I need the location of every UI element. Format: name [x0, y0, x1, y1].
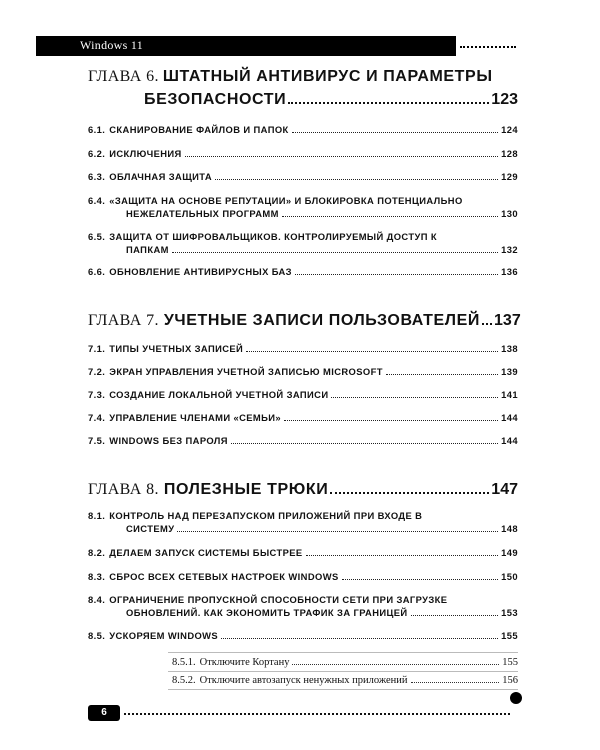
- subsection-divider: [168, 671, 518, 672]
- section-title: ЗАЩИТА ОТ ШИФРОВАЛЬЩИКОВ. КОНТРОЛИРУЕМЫЙ ДОСТУП К: [109, 231, 437, 242]
- section-number: 7.1.: [88, 343, 106, 354]
- toc-section-7-3: [88, 389, 518, 402]
- section-number: 6.3.: [88, 171, 106, 182]
- dot-leader: [284, 420, 498, 421]
- toc-section-7-1: [88, 343, 518, 356]
- chapter-title: ШТАТНЫЙ АНТИВИРУС И ПАРАМЕТРЫ: [162, 68, 493, 85]
- section-number: 7.5.: [88, 435, 106, 446]
- chapter-6-heading-line2: [144, 89, 518, 110]
- section-number: 7.2.: [88, 366, 106, 377]
- dot-leader: [288, 102, 489, 104]
- dot-leader: [411, 682, 500, 683]
- toc-section-7-4: [88, 412, 518, 425]
- toc-subsection-8-5-2: [172, 674, 518, 687]
- chapter-7-heading: [88, 310, 521, 331]
- toc-section-7-2: [88, 366, 518, 379]
- footer-dot-ornament: [510, 692, 522, 704]
- dot-leader: [411, 615, 499, 616]
- toc-section-8-4: [88, 594, 518, 619]
- page-number: 6: [101, 707, 107, 718]
- dot-leader: [386, 374, 498, 375]
- section-title: ОГРАНИЧЕНИЕ ПРОПУСКНОЙ СПОСОБНОСТИ СЕТИ ПРИ ЗАГРУЗКЕ: [109, 594, 448, 605]
- section-number: 6.6.: [88, 266, 106, 277]
- section-page-number: 128: [501, 148, 518, 159]
- dot-leader: [185, 156, 498, 157]
- dot-leader: [177, 531, 498, 532]
- footer-dotted-rule: [124, 713, 510, 715]
- dot-leader: [295, 274, 498, 275]
- dot-leader: [331, 397, 498, 398]
- section-page-number: 144: [501, 412, 518, 423]
- dot-leader: [292, 664, 499, 665]
- section-title: УПРАВЛЕНИЕ ЧЛЕНАМИ «СЕМЬИ»: [109, 412, 282, 423]
- section-title: СБРОС ВСЕХ СЕТЕВЫХ НАСТРОЕК WINDOWS: [109, 571, 339, 582]
- section-page-number: 138: [501, 343, 518, 354]
- section-title: ОБНОВЛЕНИЕ АНТИВИРУСНЫХ БАЗ: [109, 266, 292, 277]
- section-title: ЭКРАН УПРАВЛЕНИЯ УЧЕТНОЙ ЗАПИСЬЮ MICROSOFT: [109, 366, 383, 377]
- chapter-page-number: 137: [494, 312, 521, 329]
- section-title: ИСКЛЮЧЕНИЯ: [109, 148, 182, 159]
- chapter-label: ГЛАВА 8.: [88, 481, 159, 498]
- section-page-number: 144: [501, 435, 518, 446]
- toc-subsection-8-5-1: [172, 656, 518, 669]
- dot-leader: [306, 555, 499, 556]
- toc-section-6-2: [88, 148, 518, 161]
- dot-leader: [215, 179, 498, 180]
- dot-leader: [282, 216, 498, 217]
- section-page-number: 141: [501, 389, 518, 400]
- dot-leader: [482, 323, 492, 325]
- toc-section-8-3: [88, 571, 518, 584]
- section-page-number: 153: [501, 606, 518, 618]
- section-page-number: 130: [501, 207, 518, 219]
- running-header-title: Windows 11: [80, 38, 144, 52]
- section-title: СОЗДАНИЕ ЛОКАЛЬНОЙ УЧЕТНОЙ ЗАПИСИ: [109, 389, 329, 400]
- section-page-number: 150: [501, 571, 518, 582]
- section-number: 7.4.: [88, 412, 106, 423]
- section-number: 6.1.: [88, 124, 106, 135]
- section-number: 6.2.: [88, 148, 106, 159]
- section-title: СКАНИРОВАНИЕ ФАЙЛОВ И ПАПОК: [109, 124, 289, 135]
- section-title: «ЗАЩИТА НА ОСНОВЕ РЕПУТАЦИИ» И БЛОКИРОВКА ПОТЕНЦИАЛЬНО: [109, 195, 463, 206]
- section-number: 8.2.: [88, 547, 106, 558]
- chapter-label: ГЛАВА 7.: [88, 312, 159, 329]
- subsection-title: Отключите Кортану: [199, 657, 290, 668]
- subsection-page-number: 156: [502, 675, 518, 686]
- dot-leader: [292, 132, 498, 133]
- section-title-continued: ПАПКАМ: [126, 243, 169, 255]
- toc-section-6-3: [88, 171, 518, 184]
- toc-section-6-4: [88, 195, 518, 220]
- toc-section-6-6: [88, 266, 518, 279]
- section-title: WINDOWS БЕЗ ПАРОЛЯ: [109, 435, 228, 446]
- section-number: 8.4.: [88, 594, 106, 605]
- section-title-continued: СИСТЕМУ: [126, 522, 175, 534]
- section-page-number: 155: [501, 630, 518, 641]
- chapter-6-heading: [88, 66, 518, 87]
- chapter-page-number: 147: [491, 481, 518, 498]
- section-page-number: 148: [501, 522, 518, 534]
- dot-leader: [221, 638, 498, 639]
- toc-section-8-5: [88, 630, 518, 643]
- section-number: 6.5.: [88, 231, 106, 242]
- toc-section-8-2: [88, 547, 518, 560]
- subsection-divider: [168, 689, 518, 690]
- chapter-page-number: 123: [491, 91, 518, 108]
- section-page-number: 139: [501, 366, 518, 377]
- dot-leader: [246, 351, 498, 352]
- chapter-label: ГЛАВА 6.: [88, 68, 159, 85]
- section-title: КОНТРОЛЬ НАД ПЕРЕЗАПУСКОМ ПРИЛОЖЕНИЙ ПРИ ВХОДЕ В: [109, 510, 423, 521]
- dot-leader: [172, 252, 498, 253]
- dot-leader: [342, 579, 499, 580]
- section-page-number: 124: [501, 124, 518, 135]
- section-title: ОБЛАЧНАЯ ЗАЩИТА: [109, 171, 212, 182]
- toc-section-8-1: [88, 510, 518, 535]
- subsection-number: 8.5.2.: [172, 675, 196, 686]
- toc-section-6-5: [88, 231, 518, 256]
- section-number: 7.3.: [88, 389, 106, 400]
- subsection-number: 8.5.1.: [172, 657, 196, 668]
- section-number: 6.4.: [88, 195, 106, 206]
- header-dotted-rule: [460, 46, 516, 48]
- chapter-8-heading: [88, 479, 518, 500]
- section-page-number: 132: [501, 243, 518, 255]
- section-page-number: 129: [501, 171, 518, 182]
- dot-leader: [231, 443, 498, 444]
- section-number: 8.1.: [88, 510, 106, 521]
- chapter-title: ПОЛЕЗНЫЕ ТРЮКИ: [163, 481, 329, 498]
- section-page-number: 149: [501, 547, 518, 558]
- section-page-number: 136: [501, 266, 518, 277]
- toc-section-6-1: [88, 124, 518, 137]
- section-title: ТИПЫ УЧЕТНЫХ ЗАПИСЕЙ: [109, 343, 244, 354]
- chapter-title: УЧЕТНЫЕ ЗАПИСИ ПОЛЬЗОВАТЕЛЕЙ: [163, 312, 481, 329]
- chapter-title-continued: БЕЗОПАСНОСТИ: [144, 91, 287, 108]
- section-number: 8.5.: [88, 630, 106, 641]
- section-number: 8.3.: [88, 571, 106, 582]
- toc-section-7-5: [88, 435, 518, 448]
- dot-leader: [330, 492, 489, 494]
- section-title: УСКОРЯЕМ WINDOWS: [109, 630, 219, 641]
- subsection-divider: [168, 652, 518, 653]
- section-title-continued: ОБНОВЛЕНИЙ. КАК ЭКОНОМИТЬ ТРАФИК ЗА ГРАНИЦЕЙ: [126, 606, 408, 618]
- section-title: ДЕЛАЕМ ЗАПУСК СИСТЕМЫ БЫСТРЕЕ: [109, 547, 303, 558]
- subsection-title: Отключите автозапуск ненужных приложений: [199, 675, 408, 686]
- section-title-continued: НЕЖЕЛАТЕЛЬНЫХ ПРОГРАММ: [126, 207, 279, 219]
- subsection-page-number: 155: [502, 657, 518, 668]
